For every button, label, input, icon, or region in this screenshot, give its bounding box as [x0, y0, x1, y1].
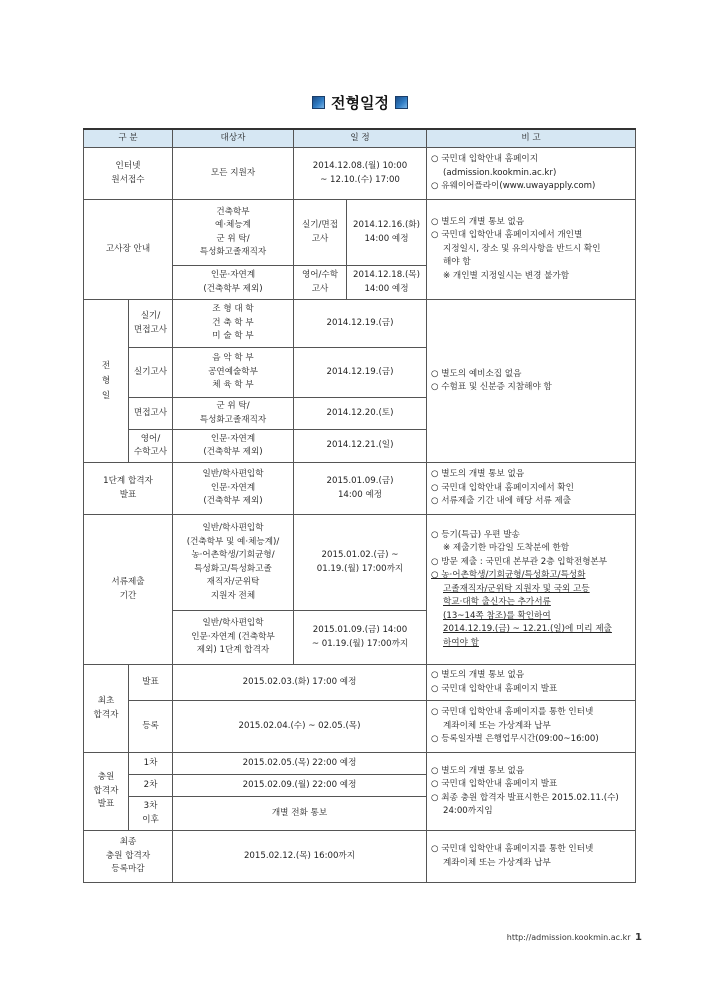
table-row	[84, 148, 636, 200]
target-cell: 일반/학사편입학 (건축학부 및 예·체능계)/ 농·어촌학생/기회균형/ 특성화고/특성화고졸 재직자/군위탁 지원자 전체	[173, 515, 294, 611]
table-row	[84, 701, 636, 753]
date-cell: 2015.02.12.(목) 16:00까지	[173, 831, 427, 883]
notes-cell: ○ 국민대 입학안내 홈페이지를 통한 인터넷 계좌이체 또는 가상계좌 납부	[427, 831, 636, 883]
notes-cell: ○ 별도의 개별 통보 없음 ○ 국민대 입학안내 홈페이지 발표 ○ 최종 충원 합격자 발표시한은 2015.02.11.(수) 24:00까지임	[427, 753, 636, 831]
date-cell: 2015.02.04.(수) ~ 02.05.(목)	[173, 701, 427, 753]
date-cell: 개별 전화 통보	[173, 797, 427, 831]
date-cell: 2014.12.18.(목) 14:00 예정	[347, 266, 427, 300]
sub-category-cell: 발표	[129, 665, 173, 701]
target-cell: 인문·자연계 (건축학부 제외)	[173, 266, 294, 300]
notes-cell: ○ 별도의 예비소집 없음 ○ 수험표 및 신분증 지참해야 함	[427, 300, 636, 463]
exam-type-cell: 영어/수학 고사	[294, 266, 347, 300]
table-row	[84, 200, 636, 266]
target-cell: 조 형 대 학 건 축 학 부 미 술 학 부	[173, 300, 294, 348]
table-header-row	[84, 129, 636, 148]
date-cell: 2014.12.16.(화) 14:00 예정	[347, 200, 427, 266]
category-cell: 서류제출 기간	[84, 515, 173, 665]
date-cell: 2015.01.09.(금) 14:00 예정	[294, 463, 427, 515]
header-category: 구 분	[84, 129, 173, 148]
category-cell: 최종 충원 합격자 등록마감	[84, 831, 173, 883]
sub-category-cell: 3차 이후	[129, 797, 173, 831]
square-bullet-icon	[395, 96, 408, 109]
date-cell: 2015.01.09.(금) 14:00 ~ 01.19.(월) 17:00까지	[294, 611, 427, 665]
notes-cell: ○ 국민대 입학안내 홈페이지 (admission.kookmin.ac.kr) ○ 유웨이어플라이(www.uwayapply.com)	[427, 148, 636, 200]
target-cell: 인문·자연계 (건축학부 제외)	[173, 430, 294, 463]
sub-category-cell: 실기/ 면접고사	[129, 300, 173, 348]
square-bullet-icon	[312, 96, 325, 109]
date-cell: 2015.01.02.(금) ~ 01.19.(월) 17:00까지	[294, 515, 427, 611]
category-cell: 인터넷 원서접수	[84, 148, 173, 200]
target-cell: 군 위 탁/ 특성화고졸재직자	[173, 398, 294, 430]
notes-cell: ○ 국민대 입학안내 홈페이지를 통한 인터넷 계좌이체 또는 가상계좌 납부 ○ 등록일자별 은행업무시간(09:00~16:00)	[427, 701, 636, 753]
title-text: 전형일정	[331, 94, 389, 112]
table-row	[84, 463, 636, 515]
sub-category-cell: 영어/ 수학고사	[129, 430, 173, 463]
notes-cell: ○ 등기(특급) 우편 발송 ※ 제출기한 마감일 도착분에 한함 ○ 방문 제출 : 국민대 본부관 2층 입학전형본부 ○ 농·어촌학생/기회균형/특성화고/특성화 고졸재직자/군위탁 지원자 및 국외 고등 학교·대학 출신자는 추가서류 (13~14쪽 참조)를 확인하여 2014.12.19.(금) ~ 12.21.(일)에 미리 제출 하여야 함	[427, 515, 636, 665]
schedule-table	[83, 128, 636, 883]
category-cell: 충원 합격자 발표	[84, 753, 129, 831]
date-cell: 2014.12.21.(일)	[294, 430, 427, 463]
header-schedule: 일 정	[294, 129, 427, 148]
category-cell: 최초 합격자	[84, 665, 129, 753]
sub-category-cell: 실기고사	[129, 348, 173, 398]
category-cell: 1단계 합격자 발표	[84, 463, 173, 515]
header-notes: 비 고	[427, 129, 636, 148]
header-target: 대상자	[173, 129, 294, 148]
date-cell: 2015.02.05.(목) 22:00 예정	[173, 753, 427, 775]
table-row	[84, 665, 636, 701]
date-cell: 2015.02.09.(월) 22:00 예정	[173, 775, 427, 797]
date-cell: 2014.12.08.(월) 10:00 ~ 12.10.(수) 17:00	[294, 148, 427, 200]
page-number: 1	[635, 932, 642, 943]
sub-category-cell: 면접고사	[129, 398, 173, 430]
target-cell: 모든 지원자	[173, 148, 294, 200]
table-row	[84, 300, 636, 348]
page-footer	[507, 932, 642, 943]
notes-cell: ○ 별도의 개별 통보 없음 ○ 국민대 입학안내 홈페이지 발표	[427, 665, 636, 701]
page-title	[0, 92, 720, 113]
target-cell: 건축학부 예·체능계 군 위 탁/ 특성화고졸재직자	[173, 200, 294, 266]
sub-category-cell: 2차	[129, 775, 173, 797]
sub-category-cell: 등록	[129, 701, 173, 753]
footer-url: http://admission.kookmin.ac.kr	[506, 933, 631, 942]
exam-type-cell: 실기/면접 고사	[294, 200, 347, 266]
table-row	[84, 753, 636, 775]
category-cell: 고사장 안내	[84, 200, 173, 300]
date-cell: 2014.12.19.(금)	[294, 348, 427, 398]
date-cell: 2014.12.19.(금)	[294, 300, 427, 348]
target-cell: 일반/학사편입학 인문·자연계 (건축학부 제외)	[173, 463, 294, 515]
date-cell: 2014.12.20.(토)	[294, 398, 427, 430]
target-cell: 일반/학사편입학 인문·자연계 (건축학부 제외) 1단계 합격자	[173, 611, 294, 665]
notes-cell: ○ 별도의 개별 통보 없음 ○ 국민대 입학안내 홈페이지에서 확인 ○ 서류제출 기간 내에 해당 서류 제출	[427, 463, 636, 515]
date-cell: 2015.02.03.(화) 17:00 예정	[173, 665, 427, 701]
notes-cell: ○ 별도의 개별 통보 없음 ○ 국민대 입학안내 홈페이지에서 개인별 지정일시, 장소 및 유의사항을 반드시 확인 해야 함 ※ 개인별 지정일시는 변경 불가함	[427, 200, 636, 300]
sub-category-cell: 1차	[129, 753, 173, 775]
table-row	[84, 515, 636, 611]
target-cell: 음 악 학 부 공연예술학부 체 육 학 부	[173, 348, 294, 398]
category-cell: 전 형 일	[84, 300, 129, 463]
table-row	[84, 831, 636, 883]
